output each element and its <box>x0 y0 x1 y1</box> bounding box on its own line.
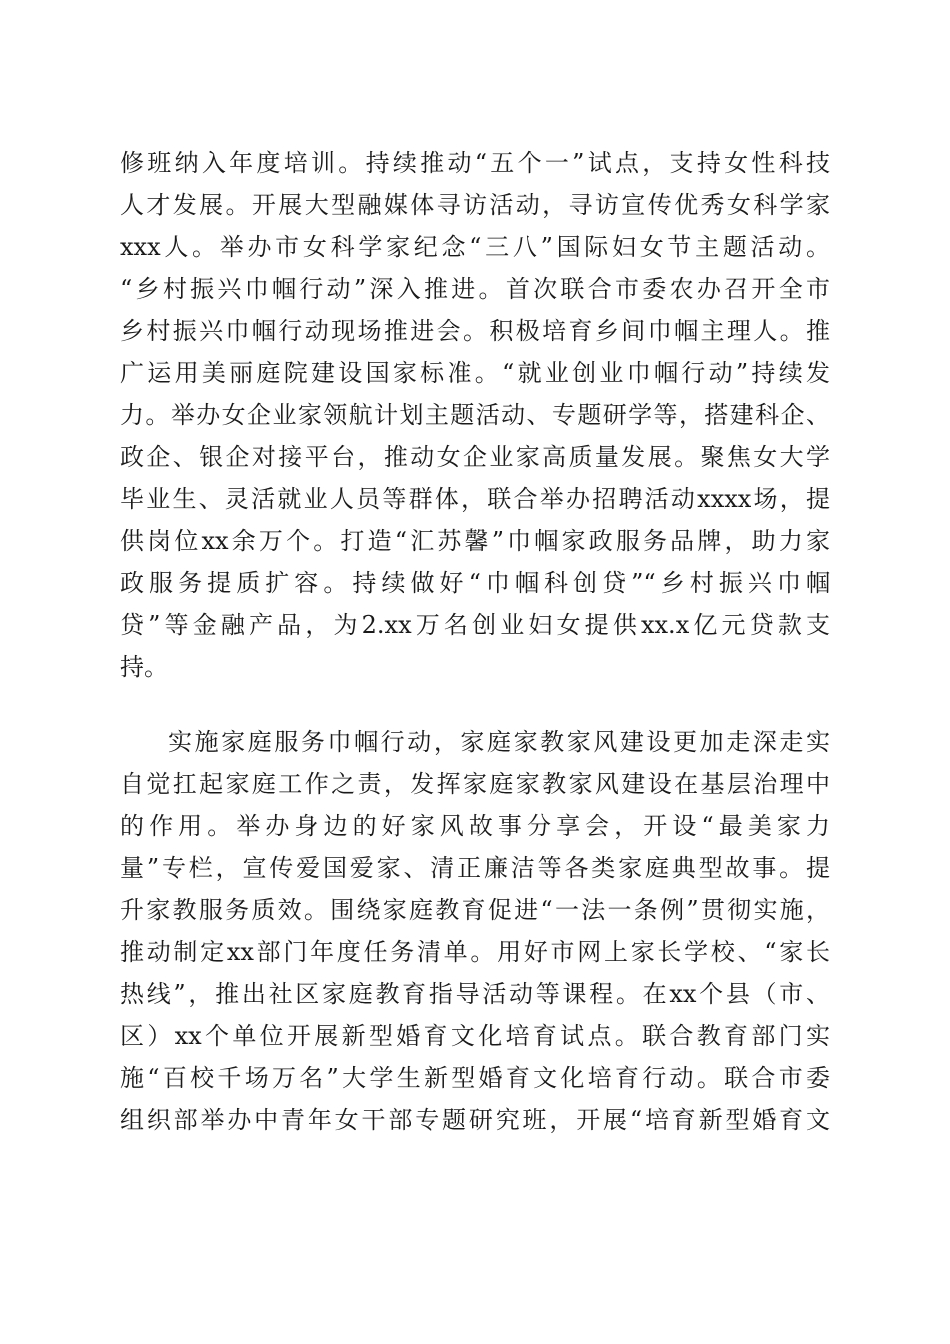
text-line: 热线”，推出社区家庭教育指导活动等课程。在xx个县（市、 <box>120 980 830 1008</box>
text-line: 区）xx个单位开展新型婚育文化培育试点。联合教育部门实 <box>120 1022 830 1050</box>
text-line: 毕业生、灵活就业人员等群体，联合举办招聘活动xxxx场，提 <box>120 485 830 513</box>
text-line: 量”专栏，宣传爱国爱家、清正廉洁等各类家庭典型故事。提 <box>120 854 830 882</box>
text-line: 持。 <box>120 653 168 681</box>
text-line: 广运用美丽庭院建设国家标准。“就业创业巾帼行动”持续发 <box>120 359 830 387</box>
text-line: 供岗位xx余万个。打造“汇苏馨”巾帼家政服务品牌，助力家 <box>120 527 830 555</box>
text-line: 自觉扛起家庭工作之责，发挥家庭家教家风建设在基层治理中 <box>120 770 830 798</box>
text-line: 政服务提质扩容。持续做好“巾帼科创贷”“乡村振兴巾帼 <box>120 569 830 597</box>
text-line: 升家教服务质效。围绕家庭教育促进“一法一条例”贯彻实施， <box>120 896 830 924</box>
text-line: 组织部举办中青年女干部专题研究班，开展“培育新型婚育文 <box>120 1106 830 1134</box>
text-line: 人才发展。开展大型融媒体寻访活动，寻访宣传优秀女科学家 <box>120 191 830 219</box>
text-line: 修班纳入年度培训。持续推动“五个一”试点，支持女性科技 <box>120 149 830 177</box>
text-line: “乡村振兴巾帼行动”深入推进。首次联合市委农办召开全市 <box>120 275 830 303</box>
text-line: 贷”等金融产品，为2.xx万名创业妇女提供xx.x亿元贷款支 <box>120 611 830 639</box>
text-line: xxx人。举办市女科学家纪念“三八”国际妇女节主题活动。 <box>120 233 830 261</box>
text-line: 的作用。举办身边的好家风故事分享会，开设“最美家力 <box>120 812 830 840</box>
text-line: 推动制定xx部门年度任务清单。用好市网上家长学校、“家长 <box>120 938 830 966</box>
text-line: 乡村振兴巾帼行动现场推进会。积极培育乡间巾帼主理人。推 <box>120 317 830 345</box>
text-line: 力。举办女企业家领航计划主题活动、专题研学等，搭建科企、 <box>120 401 830 429</box>
text-line: 政企、银企对接平台，推动女企业家高质量发展。聚焦女大学 <box>120 443 830 471</box>
text-line: 实施家庭服务巾帼行动，家庭家教家风建设更加走深走实 <box>168 728 830 756</box>
text-line: 施“百校千场万名”大学生新型婚育文化培育行动。联合市委 <box>120 1064 830 1092</box>
